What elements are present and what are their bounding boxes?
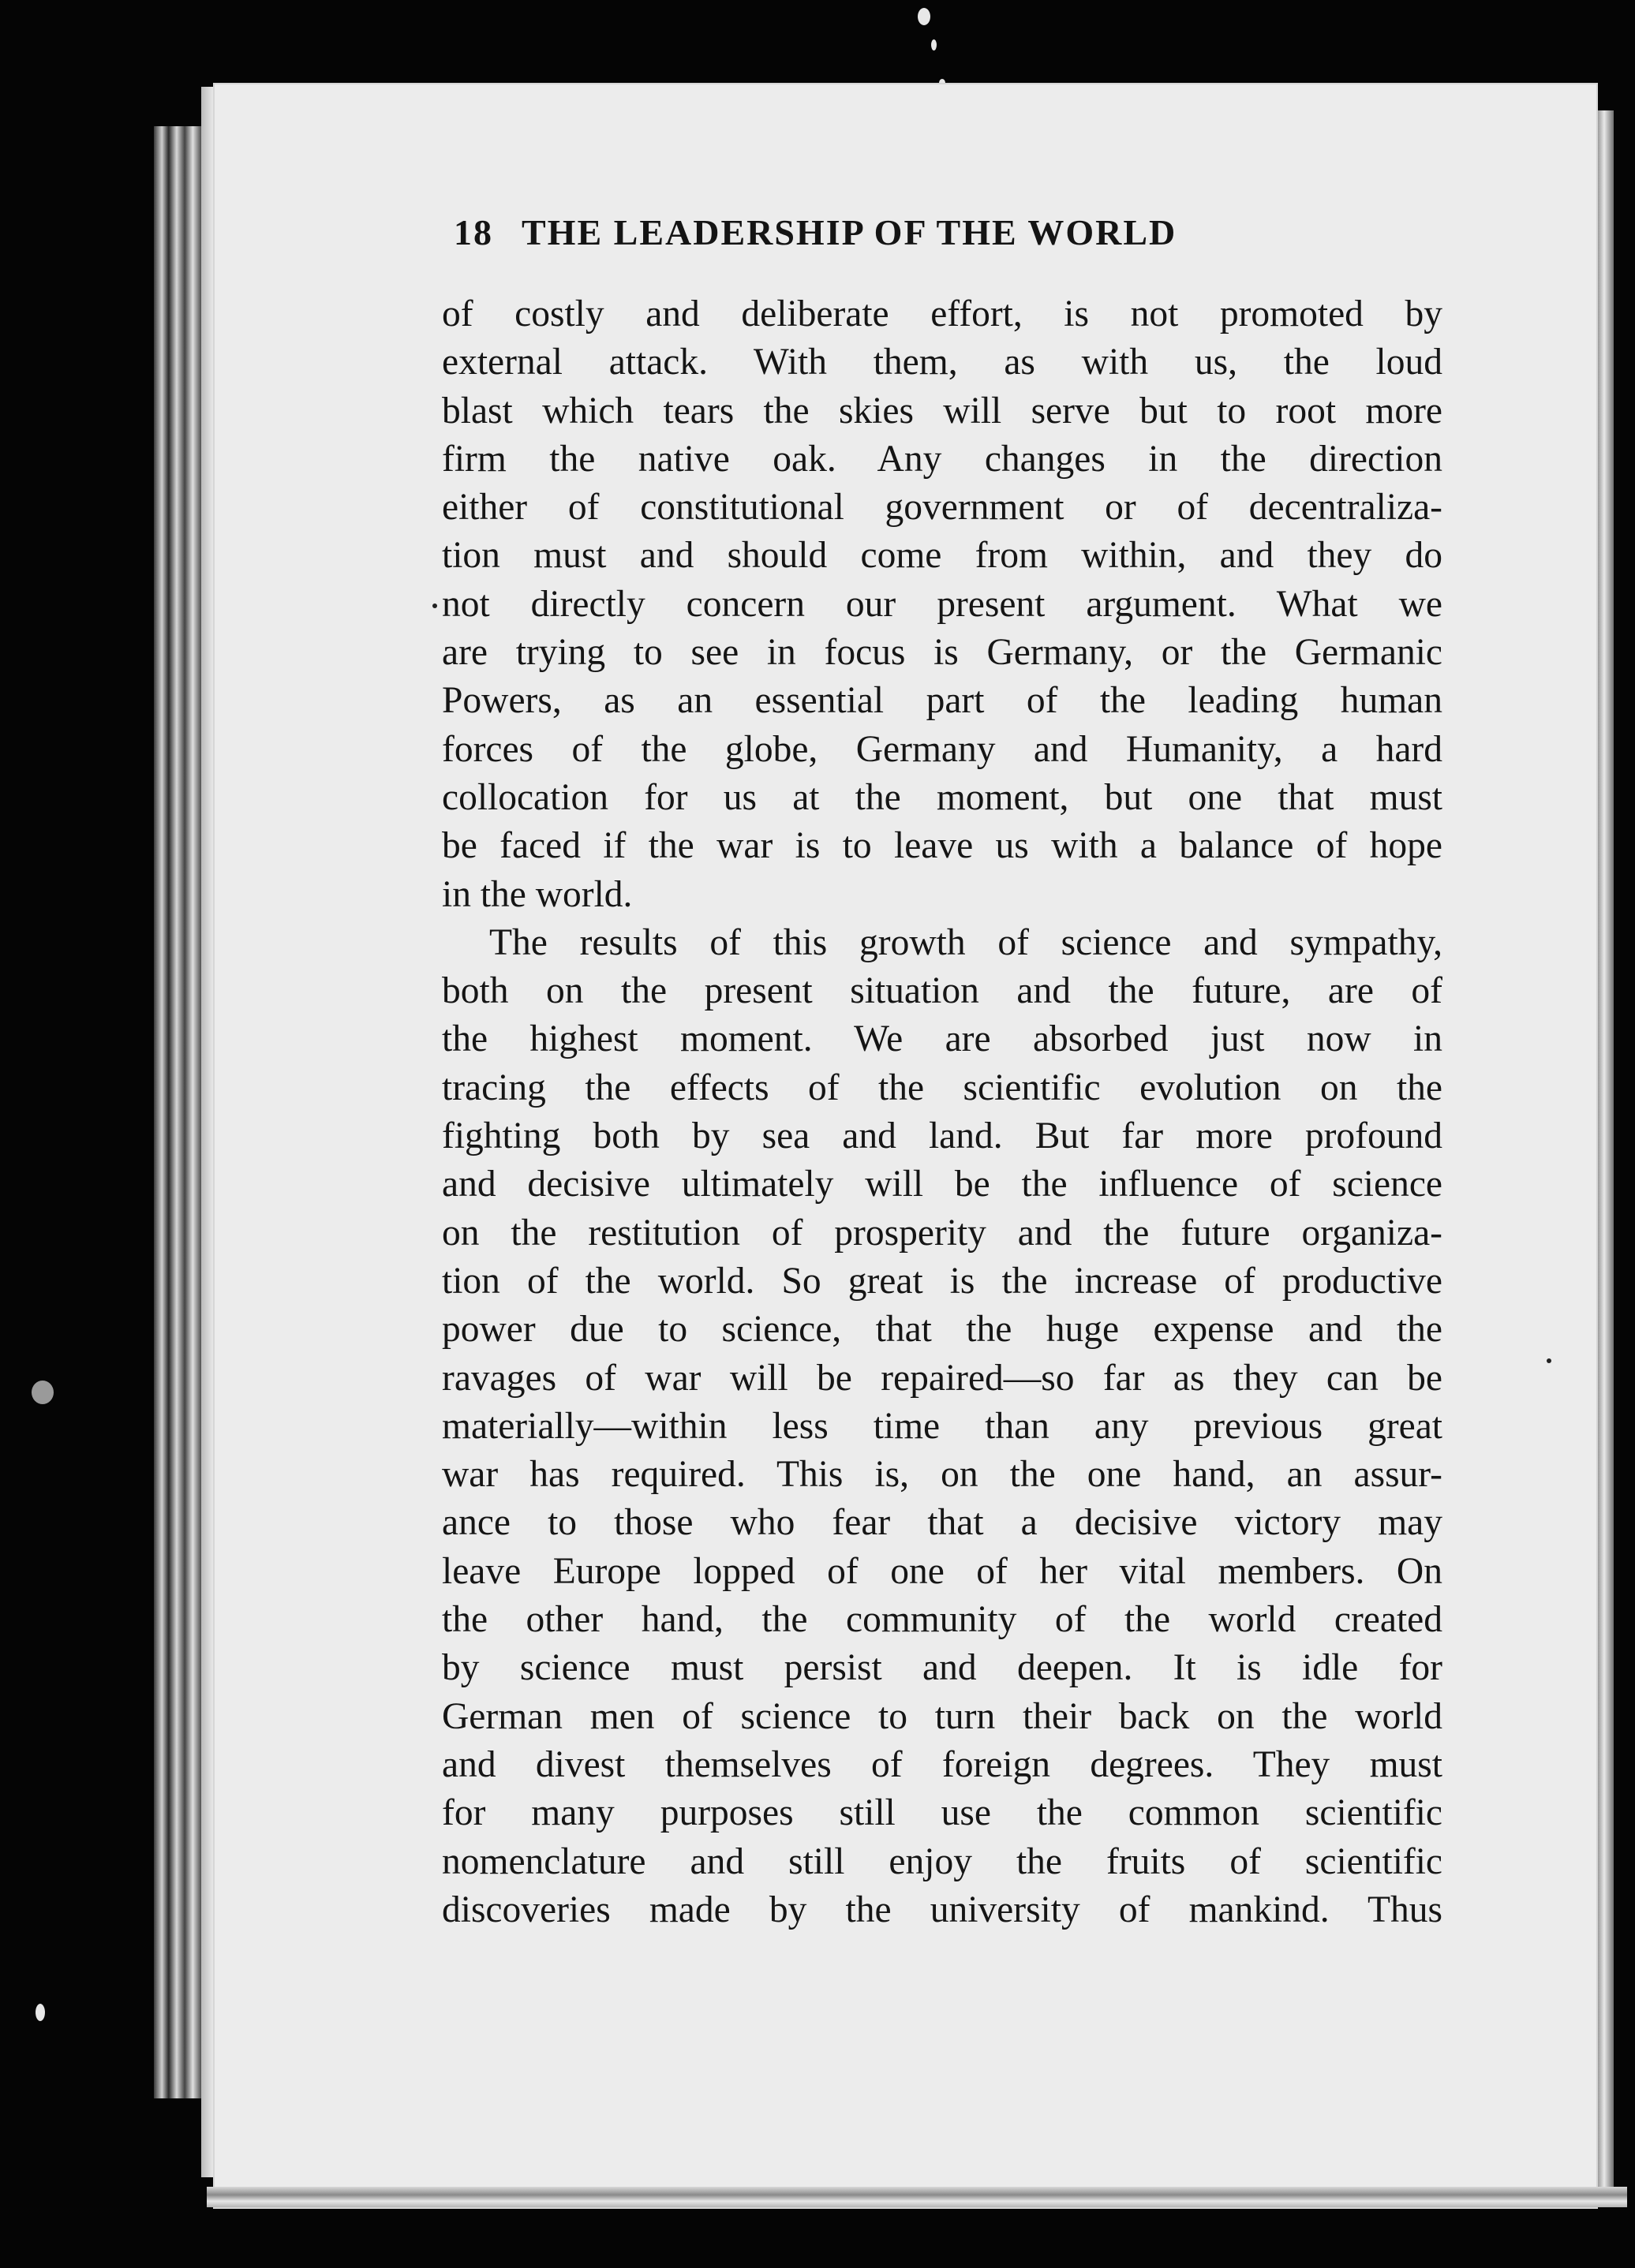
text-line: discoveries made by the university of mankind. Thus [442,1889,1442,1930]
text-line: ravages of war will be repaired—so far as they can be [442,1357,1442,1399]
scan-speck [918,8,930,25]
book-page-edge-right [1598,110,1614,2201]
text-line: and divest themselves of foreign degrees. They must [442,1743,1442,1785]
text-line: tracing the effects of the scientific evolution on the [442,1067,1442,1108]
text-line: the highest moment. We are absorbed just now in [442,1018,1442,1060]
text-line: and decisive ultimately will be the influence of science [442,1164,1442,1205]
print-mark [432,603,437,608]
text-line: forces of the globe, Germany and Humanity, a hard [442,728,1442,770]
text-line: for many purposes still use the common scientific [442,1792,1442,1834]
text-line: in the world. [442,873,633,915]
text-line: nomenclature and still enjoy the fruits of scientific [442,1840,1442,1882]
text-line: The results of this growth of science and sympathy, [489,921,1442,963]
text-line: Powers, as an essential part of the leading human [442,680,1442,722]
running-header [454,211,1338,253]
text-line: tion of the world. So great is the increase of productive [442,1260,1442,1302]
text-line: materially—within less time than any previous great [442,1405,1442,1447]
text-line: collocation for us at the moment, but one that must [442,776,1442,818]
text-line: leave Europe lopped of one of her vital members. On [442,1550,1442,1592]
text-line: war has required. This is, on the one hand, an assur- [442,1454,1442,1496]
text-line: both on the present situation and the future, are of [442,970,1442,1012]
text-line: on the restitution of prosperity and the future organiza- [442,1212,1442,1254]
scan-speck [36,2004,45,2021]
text-line: be faced if the war is to leave us with a balance of hope [442,825,1442,867]
text-line: power due to science, that the huge expense and the [442,1309,1442,1351]
text-line: either of constitutional government or of decentraliza- [442,487,1442,529]
page-number: 18 [454,212,493,252]
text-line: ance to those who fear that a decisive victory may [442,1502,1442,1544]
print-mark [1547,1358,1551,1363]
body-text [442,290,1442,1934]
text-line: by science must persist and deepen. It is idle for [442,1647,1442,1689]
text-line: fighting both by sea and land. But far more profound [442,1115,1442,1157]
text-line: of costly and deliberate effort, is not promoted by [442,293,1442,334]
text-line: blast which tears the skies will serve but to root more [442,390,1442,432]
text-line: tion must and should come from within, and they do [442,535,1442,577]
scan-speck [931,39,937,50]
book-page-edge-bottom [207,2187,1627,2207]
scan-speck [32,1381,54,1404]
text-line: firm the native oak. Any changes in the direction [442,438,1442,480]
running-title: THE LEADERSHIP OF THE WORLD [522,212,1177,252]
text-line: external attack. With them, as with us, the loud [442,342,1442,383]
text-line: are trying to see in focus is Germany, or the Germanic [442,632,1442,674]
text-line: German men of science to turn their back on the world [442,1695,1442,1737]
text-line: the other hand, the community of the world created [442,1599,1442,1641]
text-line: not directly concern our present argument. What we [442,583,1442,625]
